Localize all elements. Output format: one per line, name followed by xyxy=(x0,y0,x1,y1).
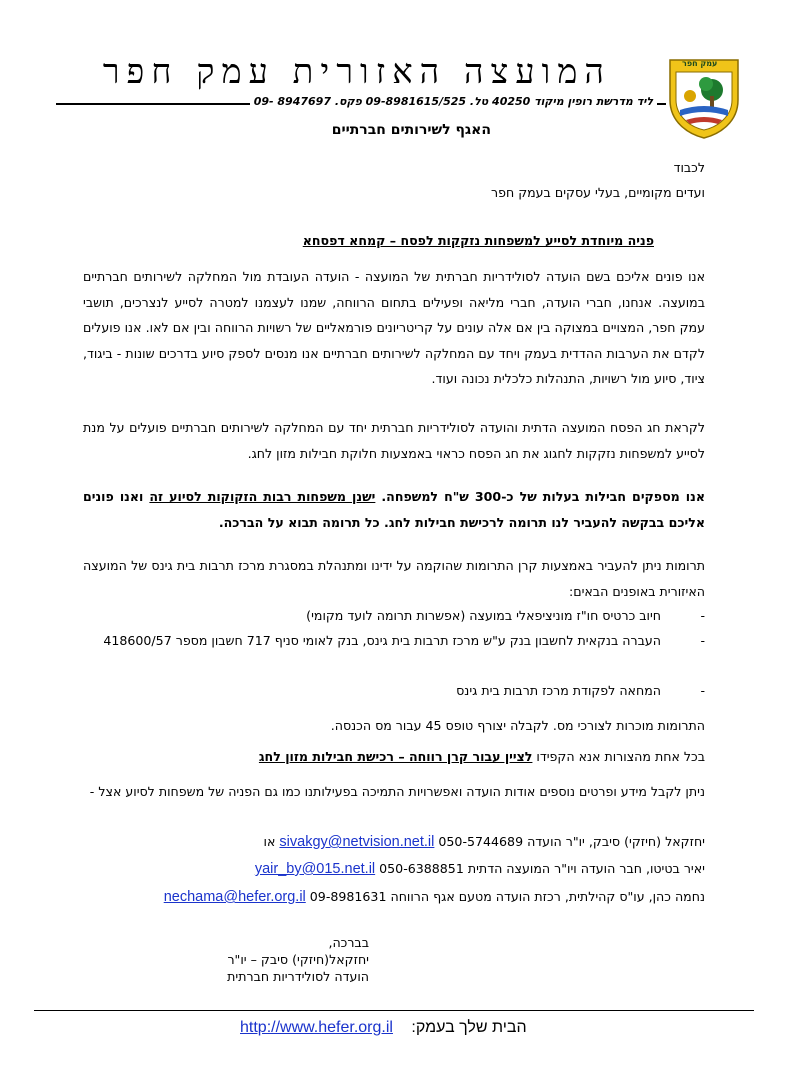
contact-suffix: או xyxy=(263,834,276,849)
contact-intro: ניתן לקבל מידע ופרטים נוספים אודות הועדה ואפשרויות התמיכה בפעילותנו כמו גם הפניה של משפחות לסיוע אצל - xyxy=(89,784,705,799)
contact-text: יאיר בטיטו, חבר הועדה ויו"ר המועצה הדתית 050-6388851 xyxy=(379,861,705,876)
donation-method xyxy=(83,678,705,704)
tax-note: התרומות מוכרות לצורכי מס. לקבלה יצורף טופס 45 עבור מס הכנסה. xyxy=(330,718,705,733)
request-emphasis: ישנן משפחות רבות הזקוקות לסיוע זה xyxy=(149,489,376,504)
bullet-dash: - xyxy=(700,683,705,698)
signature-name: יחזקאל(חיזקי) סיבק – יו"ר xyxy=(227,952,369,967)
signature-greeting: בברכה, xyxy=(328,935,369,950)
contact-text: יחזקאל (חיזקי) סיבק, יו"ר הועדה 050-5744689 xyxy=(438,834,705,849)
footer-rule xyxy=(34,1010,754,1011)
contact-email-link[interactable]: yair_by@015.net.il xyxy=(254,861,376,877)
salutation: לכבוד xyxy=(673,160,705,175)
bullet-dash: - xyxy=(700,633,705,648)
donation-method xyxy=(83,603,705,629)
signature-committee: הועדה לסולידריות חברתית xyxy=(227,969,369,984)
bullet-dash: - xyxy=(700,608,705,623)
organization-name: המועצה האזורית עמק חפר xyxy=(102,52,611,92)
donation-method-text: חיוב כרטיס חו"ז מוניציפאלי במועצה (אפשרות תרומה לועד מקומי) xyxy=(306,608,661,623)
department-title: האגף לשירותים חברתיים xyxy=(331,122,491,138)
request-text-2: ואנו פונים אליכם בבקשה להעביר לנו תרומה לרכישת חבילות לחג. כל תרומה תבוא על הברכה. xyxy=(83,489,705,530)
council-logo xyxy=(666,56,742,140)
council-emblem-icon xyxy=(666,56,742,140)
mark-note-prefix: בכל אחת מהצורות אנא הקפידו xyxy=(532,749,705,764)
footer xyxy=(240,1019,527,1037)
logo-caption: עמק חפר xyxy=(682,59,718,68)
request-paragraph xyxy=(83,484,705,535)
contact-text: נחמה כהן, עו"ס קהילתית, רכזת הועדה מטעם אגף הרווחה 09-8981631 xyxy=(309,889,705,904)
request-text-1: אנו מספקים חבילות בעלות של כ-300 ש"ח למשפחה. xyxy=(375,489,705,504)
donation-method xyxy=(83,628,705,654)
footer-slogan: הבית שלך בעמק: xyxy=(411,1019,527,1036)
intro-paragraph: אנו פונים אליכם בשם הועדה לסולידריות חברתית של המועצה - הועדה העובדת מול המחלקה לשירותים חברתיים במועצה. אנחנו, חברי הועדה, חברי מליאה ופעילים בתחום הרווחה, שמנו לעצמנו למטרה לסייע לנצרכים, תושבי עמק חפר, המצויים במצוקה בין אם אלה עונים על קריטריונים פורמאליים של רשויות הרווחה ובין אם לאו. אנו פועלים לקדם את הערבות ההדדית בעמק ויחד עם המחלקה לשירותים חברתיים אנו מנסים לספק סיוע בדרכים שונות - ביגוד, ציוד, סיוע מול רשויות, התנהלות כלכלית נכונה ועוד. xyxy=(83,269,705,386)
contact-row xyxy=(255,861,705,877)
mark-note-emphasis: לציין עבור קרן רווחה – רכישת חבילות מזון לחג xyxy=(258,749,533,764)
website-link[interactable]: http://www.hefer.org.il xyxy=(240,1019,393,1036)
passover-paragraph: לקראת חג הפסח המועצה הדתית והועדה לסולידריות חברתית יחד עם המחלקה לשירותים חברתיים פועלים על מנת לסייע למשפחות נזקקות לחגוג את חג הפסח כראוי באמצעות חלוקת חבילות מזון לחג. xyxy=(83,420,705,461)
donation-method-text: המחאה לפקודת מרכז תרבות בית גינס xyxy=(456,683,661,698)
donations-paragraph: תרומות ניתן להעביר באמצעות קרן התרומות שהוקמה על ידינו ומתנהלת במסגרת מרכז תרבות בית גינס של המועצה האיזורית באופנים הבאים: xyxy=(83,558,705,599)
contact-address: ליד מדרשת רופין מיקוד 40250 טל. 09-8981615/525 פקס. 8947697 -09 xyxy=(250,95,657,108)
donation-method-text: העברה בנקאית לחשבון בנק ע"ש מרכז תרבות בית גינס, בנק לאומי סניף 717 חשבון מספר 418600/57 xyxy=(103,633,661,648)
letter-subject: פניה מיוחדת לסייע למשפחות נזקקות לפסח – קמחא דפסחא xyxy=(302,233,654,248)
contact-row xyxy=(264,834,705,850)
contact-row xyxy=(164,889,705,905)
contact-email-link[interactable]: sivakgy@netvision.net.il xyxy=(279,834,435,850)
contact-email-link[interactable]: nechama@hefer.org.il xyxy=(163,889,306,905)
addressees: ועדים מקומיים, בעלי עסקים בעמק חפר xyxy=(490,185,705,200)
mark-note xyxy=(259,749,705,764)
